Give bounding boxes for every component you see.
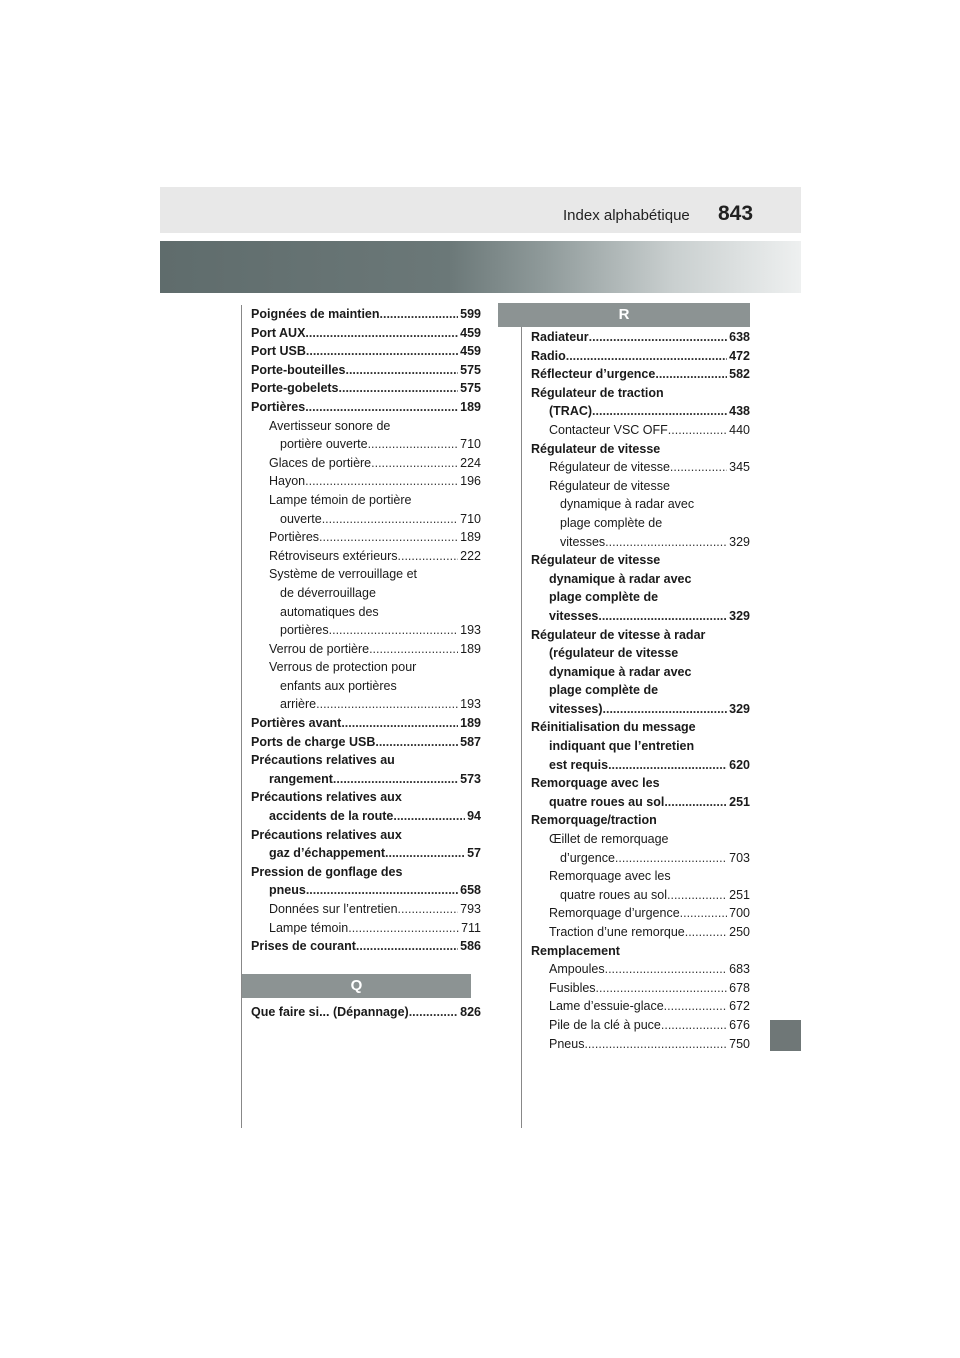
index-entry-line [531, 1016, 750, 1035]
entry-text: Remorquage/traction [531, 813, 657, 828]
dot-leader [398, 547, 459, 566]
index-entry [531, 328, 750, 347]
index-entry-line [251, 472, 481, 491]
entry-page-number: 193 [460, 697, 481, 712]
entry-page-number: 251 [729, 794, 750, 809]
entry-text: Données sur l’entretien [269, 902, 398, 916]
index-entry [531, 458, 750, 477]
dot-leader [305, 324, 458, 343]
entry-text: Lame d’essuie-glace [549, 999, 664, 1014]
entry-text: Portières [269, 530, 320, 545]
entry-text: Ports de charge USB [251, 734, 376, 749]
entry-text: (régulateur de vitesse [549, 646, 679, 661]
dot-leader [409, 1003, 458, 1022]
index-entry [531, 365, 750, 384]
header-band [160, 241, 801, 293]
entry-text: plage complète de [549, 590, 659, 605]
entry-page-number: 189 [460, 530, 481, 545]
dot-leader [605, 960, 728, 979]
index-entry-line [251, 714, 481, 733]
entry-page-number: 329 [729, 534, 750, 549]
entry-text: Prises de courant [251, 939, 356, 954]
entry-page-number: 586 [460, 939, 481, 954]
entry-page-number: 329 [729, 608, 750, 623]
entry-text: Que faire si... (Dépannage) [251, 1005, 409, 1019]
dot-leader [348, 919, 459, 938]
index-entry-line [251, 398, 481, 417]
dot-leader [380, 305, 459, 324]
index-entry-line [251, 937, 481, 956]
dot-leader [589, 328, 727, 347]
dot-leader [305, 472, 458, 491]
entry-page-number: 250 [729, 925, 750, 939]
header-bar [160, 187, 801, 233]
index-entry [251, 900, 481, 919]
index-entry-line [531, 328, 750, 347]
index-entry-line [531, 793, 750, 812]
entry-page-number: 676 [729, 1017, 750, 1032]
entry-page-number: 599 [460, 307, 481, 321]
index-entry [251, 658, 481, 714]
entry-page-number: 251 [729, 887, 750, 902]
dot-leader [398, 900, 459, 919]
index-entry [251, 417, 481, 454]
entry-page-number: 196 [460, 474, 481, 489]
index-entry [251, 305, 481, 324]
dot-leader [566, 347, 727, 366]
index-entry-line [531, 1035, 750, 1054]
entry-page-number: 440 [729, 422, 750, 437]
entry-text: Pression de gonflage des [251, 864, 403, 879]
index-entry-line [251, 305, 481, 324]
index-entry [531, 960, 750, 979]
index-entry [251, 454, 481, 473]
entry-text: Régulateur de vitesse [549, 460, 670, 475]
entry-text: gaz d’échappement [269, 846, 385, 861]
entry-text: Radiateur [531, 330, 589, 344]
index-entry-line [531, 942, 750, 961]
entry-text: Précautions relatives au [251, 753, 395, 768]
index-entry-line [251, 324, 481, 343]
index-entry [251, 361, 481, 380]
entry-page-number: 94 [467, 809, 481, 824]
dot-leader [306, 881, 458, 900]
entry-page-number: 683 [729, 962, 750, 977]
index-entry [251, 528, 481, 547]
index-entry-line [531, 997, 750, 1016]
entry-page-number: 710 [460, 437, 481, 452]
entry-page-number: 750 [729, 1036, 750, 1051]
entry-text: vitesses [560, 534, 606, 549]
dot-leader [584, 1035, 727, 1054]
entry-page-number: 620 [729, 757, 750, 772]
entry-text: Précautions relatives aux [251, 790, 402, 805]
index-entry-line [531, 458, 750, 477]
index-section-q [251, 1003, 481, 1022]
index-entry-line [531, 607, 750, 626]
section-tab [770, 1020, 801, 1051]
index-entry [531, 718, 750, 774]
index-entry [251, 324, 481, 343]
index-entry-line [251, 547, 481, 566]
index-entry-line [531, 347, 750, 366]
entry-page-number: 582 [729, 367, 750, 382]
dot-leader [341, 714, 458, 733]
entry-page-number: 222 [460, 548, 481, 563]
index-entry-line [531, 421, 750, 440]
entry-text: Glaces de portière [269, 455, 372, 470]
index-entry-line [251, 900, 481, 919]
dot-leader [375, 733, 458, 752]
index-entry [531, 997, 750, 1016]
entry-text: indiquant que l’entretien [549, 739, 695, 754]
index-entry [251, 863, 481, 900]
entry-text: quatre roues au sol [549, 794, 665, 809]
index-entry [251, 342, 481, 361]
entry-text: Porte-gobelets [251, 381, 339, 396]
dot-leader [603, 700, 728, 719]
index-entry [531, 477, 750, 551]
index-entry [251, 547, 481, 566]
index-entry-line [251, 844, 481, 863]
entry-text: Régulateur de vitesse [549, 478, 670, 493]
entry-text: portière ouverte [280, 437, 368, 452]
index-entry-line [251, 770, 481, 789]
entry-page-number: 710 [460, 511, 481, 526]
entry-text: Port AUX [251, 325, 306, 340]
entry-text: Pneus [549, 1036, 585, 1051]
dot-leader [668, 421, 727, 440]
entry-text: Verrou de portière [269, 641, 370, 656]
entry-text: dynamique à radar avec [549, 571, 692, 586]
entry-text: Système de verrouillage et [269, 567, 417, 582]
index-entry [531, 551, 750, 625]
entry-text: Portières avant [251, 716, 342, 731]
entry-text: Remorquage d’urgence [549, 906, 680, 921]
entry-page-number: 189 [460, 641, 481, 656]
entry-page-number: 700 [729, 906, 750, 921]
entry-text: automatiques des [280, 604, 379, 619]
index-entry [251, 919, 481, 938]
dot-leader [608, 756, 727, 775]
index-entry-line [251, 807, 481, 826]
index-entry [251, 472, 481, 491]
dot-leader [664, 997, 727, 1016]
index-entry [531, 421, 750, 440]
entry-text: Précautions relatives aux [251, 827, 402, 842]
entry-page-number: 459 [460, 344, 481, 359]
entry-text: accidents de la route [269, 809, 394, 824]
index-entry [251, 733, 481, 752]
dot-leader [329, 621, 459, 640]
index-entry-line [531, 365, 750, 384]
dot-leader [592, 402, 727, 421]
entry-text: Poignées de maintien [251, 307, 380, 321]
entry-text: Régulateur de traction [531, 385, 664, 400]
entry-page-number: 189 [460, 716, 481, 731]
entry-text: Ampoules [549, 962, 605, 977]
column-divider-middle [521, 322, 522, 1128]
dot-leader [385, 844, 465, 863]
entry-text: Réinitialisation du message [531, 720, 696, 735]
dot-leader [393, 807, 465, 826]
index-entry-line [531, 886, 750, 905]
entry-text: Contacteur VSC OFF [549, 422, 668, 437]
entry-text: pneus [269, 883, 306, 898]
entry-text: quatre roues au sol [560, 887, 668, 902]
entry-text: dynamique à radar avec [549, 664, 692, 679]
entry-text: Remorquage avec les [549, 869, 671, 884]
entry-text: Régulateur de vitesse à radar [531, 627, 706, 642]
entry-text: Remplacement [531, 943, 620, 958]
entry-text: Hayon [269, 474, 306, 489]
index-entry-line [531, 904, 750, 923]
dot-leader [685, 923, 727, 942]
index-entry-line [531, 402, 750, 421]
entry-text: Port USB [251, 344, 306, 359]
index-entry-line [251, 454, 481, 473]
entry-text: de déverrouillage [280, 585, 376, 600]
index-entry-line [251, 435, 481, 454]
entry-text: d’urgence [560, 850, 615, 865]
index-entry [251, 788, 481, 825]
index-entry [531, 440, 750, 459]
entry-text: plage complète de [560, 515, 663, 530]
index-entry-line [251, 510, 481, 529]
entry-page-number: 575 [460, 381, 481, 396]
entry-text: Remorquage avec les [531, 776, 660, 791]
index-entry-line [251, 733, 481, 752]
dot-leader [615, 849, 727, 868]
dot-leader [670, 458, 727, 477]
dot-leader [345, 361, 458, 380]
index-entry-line [531, 849, 750, 868]
index-entry [531, 626, 750, 719]
entry-page-number: 57 [467, 846, 481, 861]
entry-page-number: 587 [460, 734, 481, 749]
entry-text: enfants aux portières [280, 678, 397, 693]
entry-text: Lampe témoin [269, 920, 349, 935]
index-entry-line [531, 533, 750, 552]
index-entry [531, 904, 750, 923]
dot-leader [371, 454, 458, 473]
index-entry [531, 923, 750, 942]
dot-leader [664, 793, 727, 812]
index-entry [251, 714, 481, 733]
dot-leader [368, 435, 459, 454]
column-divider-left [241, 305, 242, 1128]
entry-text: Régulateur de vitesse [531, 553, 661, 568]
page-number: 843 [718, 202, 754, 225]
entry-page-number: 672 [729, 999, 750, 1014]
entry-text: Lampe témoin de portière [269, 492, 412, 507]
dot-leader [598, 607, 727, 626]
entry-text: Rétroviseurs extérieurs [269, 548, 398, 563]
index-entry-line [251, 1003, 481, 1022]
dot-leader [661, 1016, 727, 1035]
index-entry-line [251, 528, 481, 547]
entry-page-number: 638 [729, 330, 750, 344]
entry-text: Avertisseur sonore de [269, 418, 391, 433]
entry-text: Portières [251, 399, 306, 414]
index-entry-line [251, 881, 481, 900]
dot-leader [316, 695, 458, 714]
index-entry [531, 811, 750, 830]
index-entry [251, 398, 481, 417]
entry-page-number: 472 [729, 348, 750, 363]
entry-text: Traction d’une remorque [549, 925, 685, 939]
index-entry-line [531, 440, 750, 459]
dot-leader [356, 937, 458, 956]
index-entry [251, 491, 481, 528]
dot-leader [605, 533, 727, 552]
entry-text: Porte-bouteilles [251, 362, 346, 377]
entry-text: ouverte [280, 511, 322, 526]
index-entry-line [251, 621, 481, 640]
entry-text: Réflecteur d’urgence [531, 367, 656, 382]
entry-text: vitesses) [549, 701, 603, 716]
index-entry-line [531, 756, 750, 775]
index-entry [251, 640, 481, 659]
entry-page-number: 678 [729, 980, 750, 995]
index-entry-line [251, 342, 481, 361]
entry-page-number: 345 [729, 460, 750, 475]
index-entry [251, 937, 481, 956]
entry-text: arrière [280, 697, 317, 712]
index-entry [531, 830, 750, 867]
entry-text: (TRAC) [549, 404, 593, 419]
dot-leader [680, 904, 728, 923]
entry-page-number: 459 [460, 325, 481, 340]
entry-page-number: 658 [460, 883, 481, 898]
entry-page-number: 711 [461, 920, 481, 935]
entry-page-number: 193 [460, 623, 481, 638]
index-entry-line [251, 640, 481, 659]
section-header-r: R [498, 303, 750, 327]
entry-page-number: 329 [729, 701, 750, 716]
index-entry-line [251, 919, 481, 938]
index-entry-line [531, 811, 750, 830]
entry-page-number: 793 [460, 902, 481, 916]
entry-text: plage complète de [549, 683, 659, 698]
index-entry [531, 774, 750, 811]
header-title: Index alphabétique [563, 207, 690, 224]
index-entry [251, 1003, 481, 1022]
index-column-left [251, 305, 481, 956]
index-entry-line [531, 923, 750, 942]
index-entry [531, 979, 750, 998]
index-entry [531, 1016, 750, 1035]
index-entry [251, 826, 481, 863]
entry-text: Fusibles [549, 980, 596, 995]
dot-leader [306, 342, 458, 361]
dot-leader [305, 398, 458, 417]
entry-page-number: 703 [729, 850, 750, 865]
dot-leader [333, 770, 458, 789]
section-header-q: Q [242, 974, 471, 998]
index-entry [531, 1035, 750, 1054]
index-entry-line [531, 979, 750, 998]
index-entry [531, 867, 750, 904]
dot-leader [596, 979, 728, 998]
dot-leader [667, 886, 727, 905]
entry-text: dynamique à radar avec [560, 497, 695, 512]
index-entry [251, 751, 481, 788]
entry-text: rangement [269, 771, 333, 786]
entry-text: vitesses [549, 608, 599, 623]
entry-text: Régulateur de vitesse [531, 441, 661, 456]
dot-leader [369, 640, 458, 659]
entry-text: Œillet de remorquage [549, 832, 669, 847]
index-section-r [531, 328, 750, 1053]
dot-leader [322, 510, 458, 529]
index-entry [531, 384, 750, 421]
entry-text: est requis [549, 757, 609, 772]
entry-page-number: 573 [460, 771, 481, 786]
entry-page-number: 189 [460, 399, 481, 414]
entry-page-number: 438 [729, 404, 750, 419]
index-entry-line [531, 960, 750, 979]
entry-page-number: 224 [460, 455, 481, 470]
entry-text: Verrous de protection pour [269, 660, 417, 675]
index-entry [251, 379, 481, 398]
dot-leader [319, 528, 458, 547]
index-entry-line [251, 379, 481, 398]
entry-text: Radio [531, 348, 566, 363]
index-entry-line [251, 695, 481, 714]
entry-page-number: 575 [460, 362, 481, 377]
index-entry-line [531, 700, 750, 719]
index-entry [531, 347, 750, 366]
dot-leader [339, 379, 459, 398]
index-entry [531, 942, 750, 961]
entry-text: portières [280, 623, 329, 638]
index-entry-line [251, 361, 481, 380]
entry-page-number: 826 [460, 1005, 481, 1019]
dot-leader [655, 365, 727, 384]
index-entry [251, 565, 481, 639]
entry-text: Pile de la clé à puce [549, 1017, 661, 1032]
